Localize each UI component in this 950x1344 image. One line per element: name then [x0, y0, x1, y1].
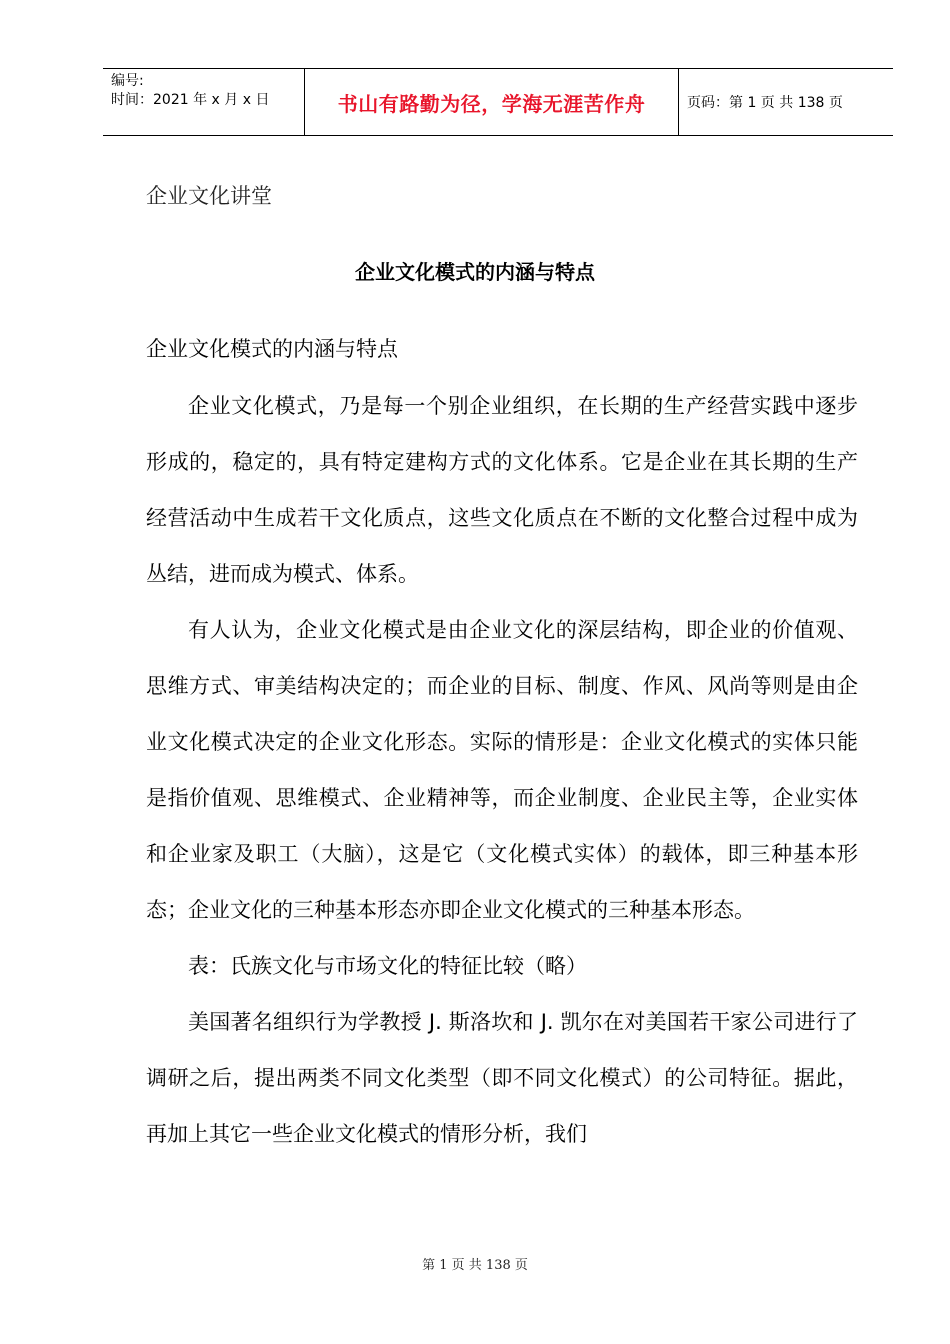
serial-label: 编号:: [111, 73, 144, 89]
paragraph: 企业文化模式，乃是每一个别企业组织，在长期的生产经营实践中逐步形成的，稳定的，具有特定建构方式的文化体系。它是企业在其长期的生产经营活动中生成若干文化质点，这些文化质点在不断的文化整合过程中成为丛结，进而成为模式、体系。: [146, 394, 858, 586]
page-footer: 第 1 页 共 138 页: [422, 1258, 528, 1273]
header-meta-cell: [103, 69, 305, 135]
document-label: 企业文化讲堂: [146, 184, 272, 208]
paragraph: 美国著名组织行为学教授 J. 斯洛坎和 J. 凯尔在对美国若干家公司进行了调研之后，提出两类不同文化类型（即不同文化模式）的公司特征。据此，再加上其它一些企业文化模式的情形分析，我们: [146, 1010, 858, 1146]
paragraph: 有人认为，企业文化模式是由企业文化的深层结构，即企业的价值观、思维方式、审美结构决定的；而企业的目标、制度、作风、风尚等则是由企业文化模式决定的企业文化形态。实际的情形是：企业文化模式的实体只能是指价值观、思维模式、企业精神等，而企业制度、企业民主等，企业实体和企业家及职工（大脑），这是它（文化模式实体）的载体，即三种基本形态；企业文化的三种基本形态亦即企业文化模式的三种基本形态。: [146, 618, 858, 922]
header-page-info: 页码：第 1 页 共 138 页: [687, 95, 843, 111]
document-header: [103, 68, 893, 136]
document-body: [146, 378, 858, 1162]
paragraph: 表：氏族文化与市场文化的特征比较（略）: [188, 954, 587, 978]
document-title: 企业文化模式的内涵与特点: [355, 260, 595, 284]
section-heading: 企业文化模式的内涵与特点: [146, 337, 398, 361]
time-label: 时间：2021 年 x 月 x 日: [111, 92, 270, 108]
header-motto: 书山有路勤为径，学海无涯苦作舟: [305, 69, 679, 135]
